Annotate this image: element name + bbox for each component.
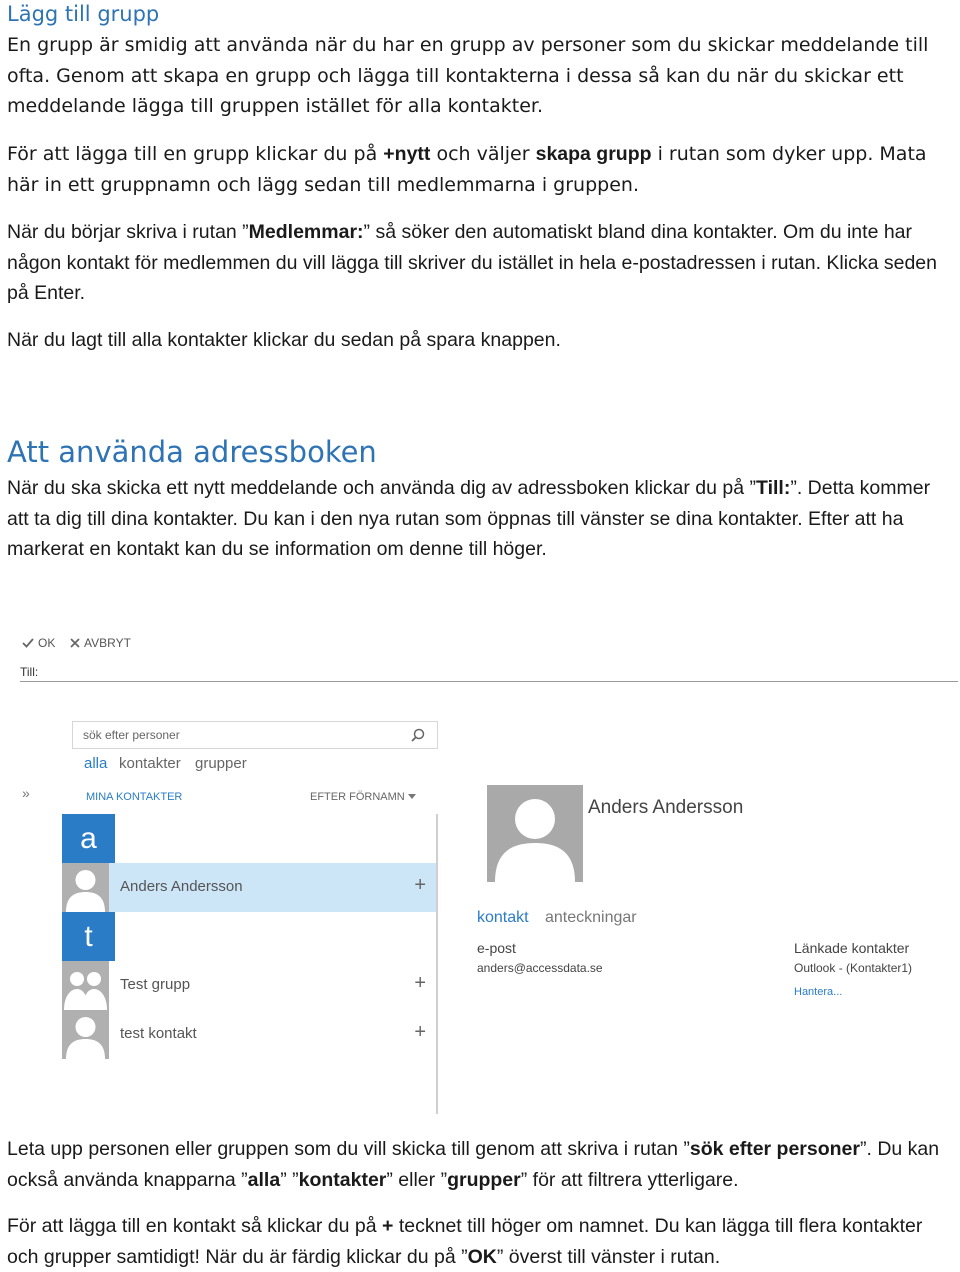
add-group-button[interactable]: + [414, 972, 426, 994]
linked-contacts-value: Outlook - (Kontakter1) [794, 961, 913, 975]
filter-contacts-button[interactable]: kontakter [119, 755, 181, 772]
paragraph-group-intro: En grupp är smidig att använda när du har en grupp av personer som du skickar meddelande till ofta. Genom att skapa en grupp och lägga till kontakterna i dessa så kan du när du skickar ett meddelande lägga till gruppen istället för alla kontakter. [7, 34, 929, 117]
contact-name: Anders Andersson [120, 878, 243, 895]
add-contact-button[interactable]: + [414, 1021, 426, 1043]
section-title-address-book: Att använda adressboken [7, 435, 377, 469]
filter-groups-button[interactable]: grupper [195, 755, 247, 772]
close-icon [70, 638, 80, 648]
add-contact-button[interactable]: + [414, 874, 426, 896]
paragraph-create-group: För att lägga till en grupp klickar du på +nytt och väljer skapa grupp i rutan som dyker upp. Mata här in ett gruppnamn och lägg sedan till medlemmarna i gruppen. [7, 143, 927, 196]
search-input[interactable] [83, 722, 393, 748]
filter-all-button[interactable]: alla [84, 755, 108, 772]
list-scrollbar[interactable] [436, 814, 438, 1114]
section-title-add-group: Lägg till grupp [7, 2, 160, 26]
email-label: e-post [477, 940, 516, 956]
address-book-screenshot [0, 625, 960, 1117]
paragraph-address-book: När du ska skicka ett nytt meddelande och använda dig av adressboken klickar du på ”Till:”. Detta kommer att ta dig till dina kontakter. Du kan i den nya rutan som öppnas till vänster se dina kontakter. Efter att ha markerat en kontakt kan du se information om denne till höger. [7, 477, 931, 560]
contact-list [62, 814, 438, 1114]
detail-contact-name: Anders Andersson [588, 797, 744, 818]
expand-pane-button[interactable]: » [22, 785, 30, 801]
search-icon[interactable] [411, 728, 425, 742]
letter-tile-t: t [62, 912, 115, 961]
paragraph-add-contact: För att lägga till en kontakt så klickar du på + tecknet till höger om namnet. Du kan lägga till flera kontakter och grupper samtidigt! När du är färdig klickar du på ”OK” överst till vänster i rutan. [7, 1215, 923, 1268]
to-field-underline [20, 681, 958, 682]
paragraph-save: När du lagt till alla kontakter klickar du sedan på spara knappen. [7, 329, 561, 351]
manage-link[interactable]: Hantera... [794, 986, 843, 998]
paragraph-members: När du börjar skriva i rutan ”Medlemmar:” så söker den automatiskt bland dina kontakter. Om du inte har någon kontakt för medlemmen du vill lägga till skriver du istället in hela e-postadressen i rutan. Klicka seden på Enter. [7, 221, 937, 304]
chevron-down-icon [408, 794, 416, 800]
list-letter-header-a [62, 814, 438, 863]
my-contacts-header[interactable]: MINA KONTAKTER [86, 791, 183, 803]
group-name: Test grupp [120, 976, 191, 993]
contact-name: test kontakt [120, 1025, 197, 1042]
person-avatar-icon [62, 863, 109, 912]
ok-button[interactable]: OK [22, 636, 55, 650]
to-field-label[interactable]: Till: [20, 665, 39, 679]
tab-contact[interactable]: kontakt [477, 909, 529, 926]
search-box[interactable] [72, 721, 438, 749]
email-value[interactable]: anders@accessdata.se [477, 961, 603, 975]
list-item-test-grupp[interactable] [62, 961, 438, 1010]
list-letter-header-t [62, 912, 438, 961]
list-item-anders-andersson[interactable] [62, 863, 438, 912]
cancel-button[interactable]: AVBRYT [70, 636, 131, 650]
sort-dropdown[interactable]: EFTER FÖRNAMN [310, 791, 416, 803]
paragraph-search-people: Leta upp personen eller gruppen som du vill skicka till genom att skriva i rutan ”sök efter personer”. Du kan också använda knapparna ”alla” ”kontakter” eller ”grupper” för att filtrera ytterligare. [7, 1138, 940, 1191]
checkmark-icon [22, 638, 34, 648]
detail-avatar-icon [487, 785, 583, 882]
tab-notes[interactable]: anteckningar [545, 909, 637, 926]
letter-tile-a: a [62, 814, 115, 863]
linked-contacts-title: Länkade kontakter [794, 940, 910, 956]
group-avatar-icon [62, 961, 109, 1010]
list-item-test-kontakt[interactable] [62, 1010, 438, 1059]
person-avatar-icon [62, 1010, 109, 1059]
